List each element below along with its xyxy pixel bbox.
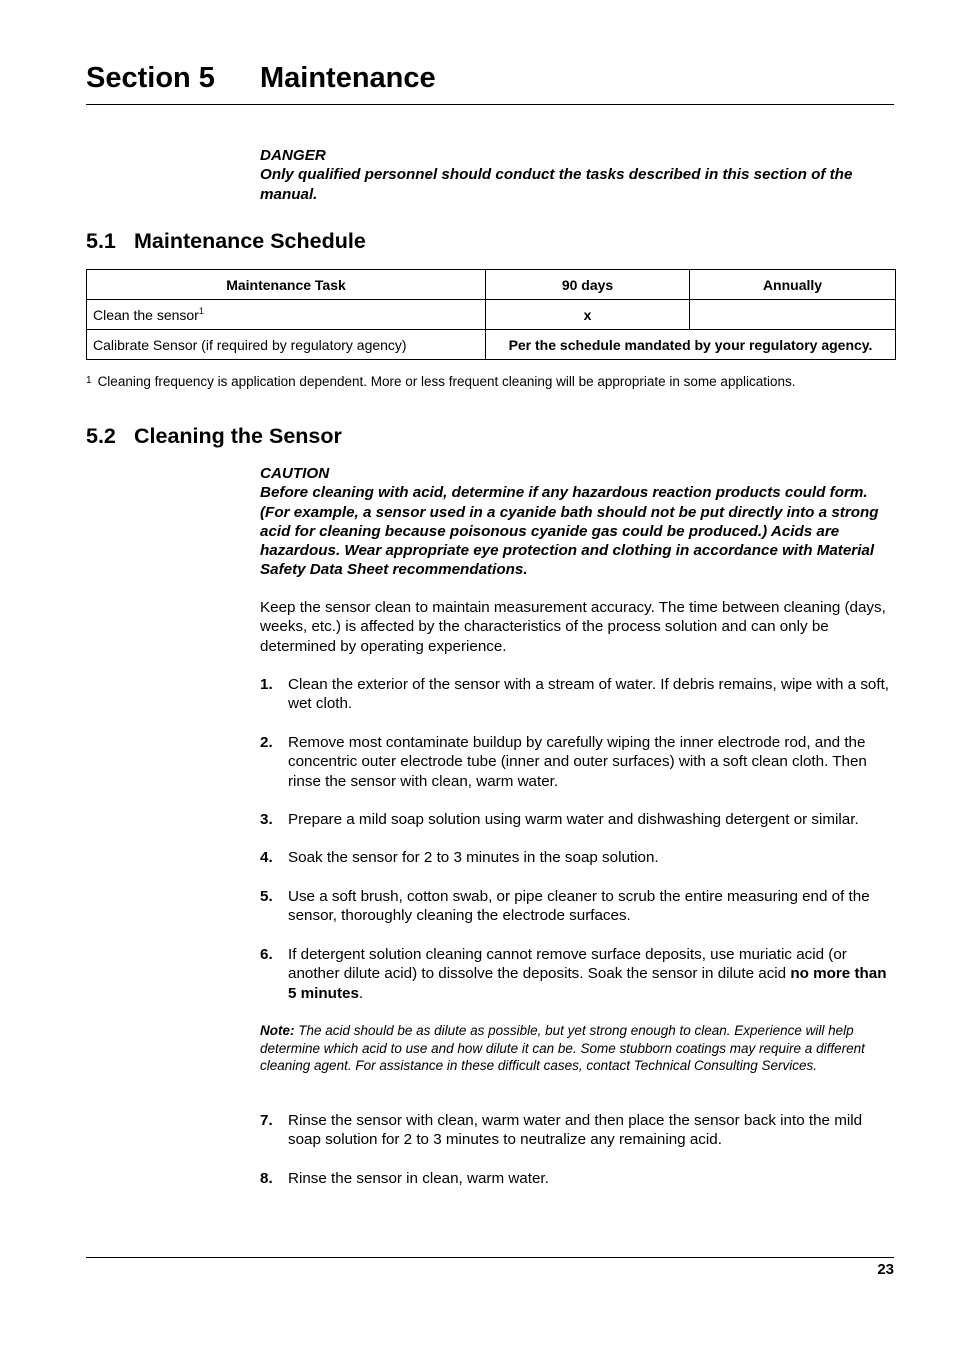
list-item bbox=[260, 810, 896, 829]
list-item bbox=[260, 675, 896, 714]
danger-text: Only qualified personnel should conduct the tasks described in this section of the manual. bbox=[260, 166, 853, 203]
heading-cleaning-the-sensor bbox=[86, 422, 342, 450]
step-text-tail: . bbox=[358, 984, 364, 1002]
maintenance-schedule-table bbox=[86, 269, 896, 360]
list-item bbox=[260, 848, 896, 867]
table-row bbox=[87, 300, 896, 330]
list-item bbox=[260, 945, 896, 1003]
heading-number: 5.2 bbox=[86, 424, 116, 448]
step-text: Remove most contaminate buildup by carefully wiping the inner electrode rod, and the concentric outer electrode tube (inner and outer surfaces) with a soft clean cloth. Then rinse the sensor with clean, warm water. bbox=[288, 734, 867, 790]
step-text: Prepare a mild soap solution using warm water and dishwashing detergent or similar. bbox=[288, 811, 859, 828]
intro-paragraph bbox=[260, 598, 896, 656]
list-item bbox=[260, 1169, 896, 1188]
section-header bbox=[86, 60, 894, 105]
step-number: 1. bbox=[260, 676, 273, 693]
heading-number: 5.1 bbox=[86, 229, 116, 253]
step-number: 8. bbox=[260, 1170, 273, 1187]
step-text: Clean the exterior of the sensor with a stream of water. If debris remains, wipe with a soft, wet cloth. bbox=[288, 676, 890, 713]
footnote bbox=[86, 372, 894, 391]
step-number: 5. bbox=[260, 888, 273, 905]
task-text: Clean the sensor bbox=[93, 306, 199, 323]
step-text: Use a soft brush, cotton swab, or pipe cleaner to scrub the entire measuring end of the sensor, thoroughly cleaning the electrode surfaces. bbox=[288, 888, 870, 925]
step-number: 6. bbox=[260, 946, 273, 963]
danger-label: DANGER bbox=[260, 147, 326, 164]
step-text: Rinse the sensor with clean, warm water and then place the sensor back into the mild soap solution for 2 to 3 minutes to neutralize any remaining acid. bbox=[288, 1112, 863, 1149]
heading-maintenance-schedule bbox=[86, 227, 366, 255]
list-item bbox=[260, 733, 896, 791]
step-number: 3. bbox=[260, 811, 273, 828]
step-text: Soak the sensor for 2 to 3 minutes in the soap solution. bbox=[288, 849, 659, 866]
page-number: 23 bbox=[877, 1261, 894, 1278]
step-number: 2. bbox=[260, 734, 273, 751]
step-text-main: If detergent solution cleaning cannot remove surface deposits, use muriatic acid (or another dilute acid) to dissolve the deposits. Soak the sensor in dilute acid bbox=[288, 946, 847, 983]
step-number: 7. bbox=[260, 1112, 273, 1129]
footnote-ref: 1 bbox=[198, 305, 204, 316]
task-cell bbox=[87, 300, 486, 330]
col-header-90-days: 90 days bbox=[486, 270, 690, 300]
step-text-emphasis: no more than 5 minutes bbox=[288, 965, 887, 1002]
section-number: Section 5 bbox=[86, 62, 215, 94]
step-text: Rinse the sensor in clean, warm water. bbox=[288, 1170, 549, 1187]
table-row bbox=[87, 330, 896, 360]
list-item bbox=[260, 887, 896, 926]
intro-text: Keep the sensor clean to maintain measurement accuracy. The time between cleaning (days, weeks, etc.) is affected by the characteristics of the process solution and can only be determined by operating experience. bbox=[260, 599, 886, 655]
danger-notice bbox=[260, 146, 894, 204]
caution-label: CAUTION bbox=[260, 465, 330, 482]
section-title: Maintenance bbox=[260, 62, 436, 94]
task-cell: Calibrate Sensor (if required by regulatory agency) bbox=[87, 330, 486, 360]
footnote-text: Cleaning frequency is application dependent. More or less frequent cleaning will be appropriate in some applications. bbox=[97, 374, 796, 389]
note bbox=[260, 1022, 896, 1075]
step-text bbox=[288, 945, 896, 1003]
footnote-mark: 1 bbox=[86, 375, 92, 386]
caution-text: Before cleaning with acid, determine if any hazardous reaction products could form. (For example, a sensor used in a cyanide bath should not be put directly into a strong acid for cleaning because poisonous cyanide gas could be produced.) Acids are hazardous. Wear appropriate eye protection and clothing in accordance with Material Safety Data Sheet recommendations. bbox=[260, 484, 879, 579]
caution-notice bbox=[260, 464, 894, 580]
heading-title: Maintenance Schedule bbox=[134, 229, 366, 253]
footer-rule bbox=[86, 1257, 894, 1258]
note-label: Note: bbox=[260, 1023, 295, 1038]
heading-title: Cleaning the Sensor bbox=[134, 424, 342, 448]
note-text: The acid should be as dilute as possible, but yet strong enough to clean. Experience will help determine which acid to use and how dilute it can be. Some stubborn coatings may require a different cleaning agent. For assistance in these difficult cases, contact Technical Consulting Services. bbox=[260, 1023, 865, 1074]
annually-cell bbox=[690, 300, 896, 330]
list-item bbox=[260, 1111, 896, 1150]
step-number: 4. bbox=[260, 849, 273, 866]
table-header-row bbox=[87, 270, 896, 300]
col-header-annually: Annually bbox=[690, 270, 896, 300]
merged-schedule-cell: Per the schedule mandated by your regulatory agency. bbox=[486, 330, 896, 360]
days90-cell: x bbox=[486, 300, 690, 330]
col-header-task: Maintenance Task bbox=[87, 270, 486, 300]
